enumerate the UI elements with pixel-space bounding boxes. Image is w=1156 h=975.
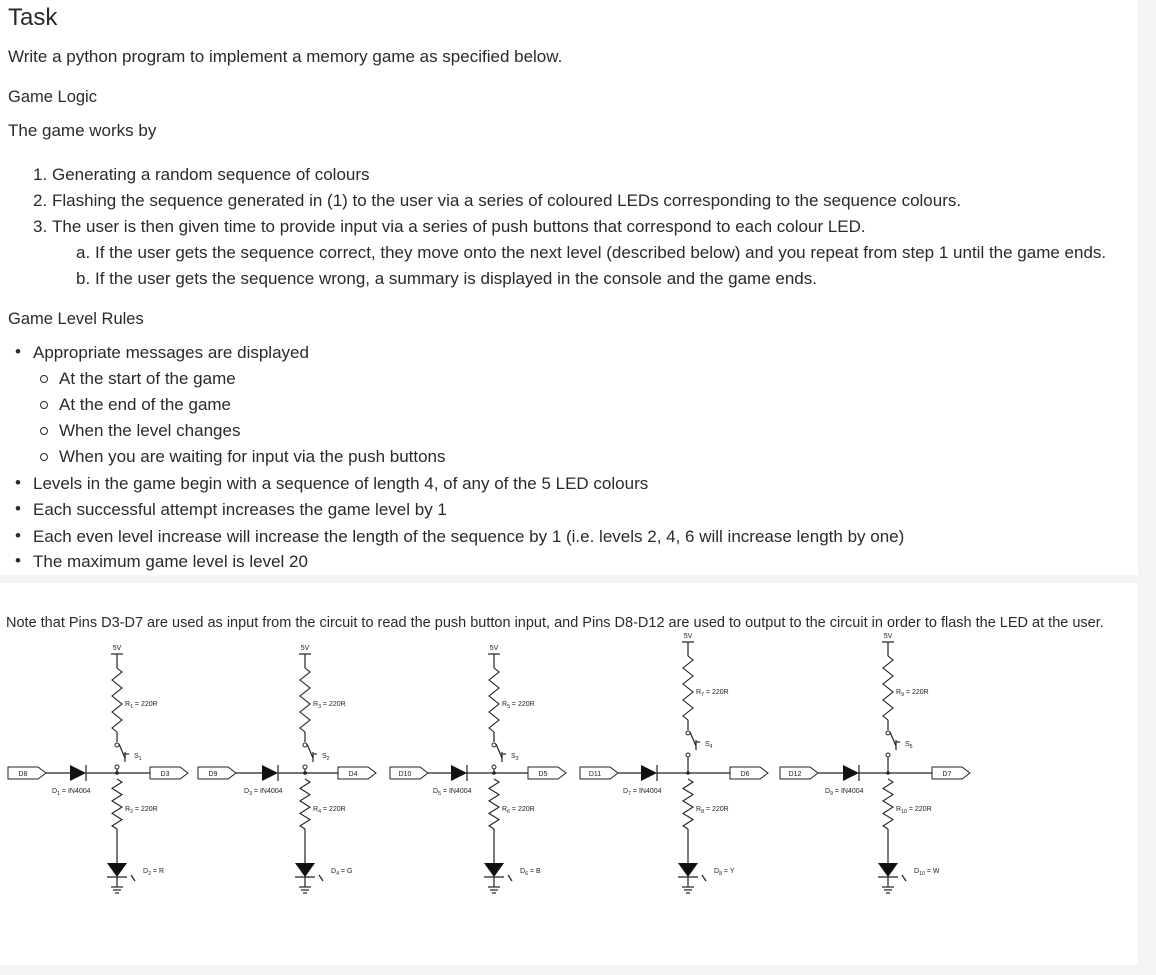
- output-pin-label: D11: [588, 771, 602, 778]
- resistor-icon: [489, 779, 499, 829]
- step-text: Flashing the sequence generated in (1) to the user via a series of coloured LEDs corresponding to the sequence colours.: [52, 191, 962, 210]
- circle-bullet-icon: [40, 375, 48, 383]
- step-number: 2.: [33, 191, 48, 210]
- supply-label: 5V: [883, 633, 893, 640]
- game-logic-lead: The game works by: [8, 121, 157, 140]
- page-margin-bottom: [0, 965, 1156, 975]
- diode-label: $D_9 = IN4004$: [825, 788, 864, 797]
- switch-contact-icon: [303, 743, 307, 747]
- junction-icon: [886, 771, 890, 775]
- resistor-label: $R_5 = 220R$: [502, 701, 535, 710]
- pin-note: Note that Pins D3-D7 are used as input from the circuit to read the push button input, and Pins D8-D12 are used to output to the circuit in order to flash the LED at the user.: [6, 614, 1104, 631]
- switch-lever-icon: [307, 744, 313, 758]
- resistor-label: $R_8 = 220R$: [696, 806, 729, 815]
- supply-label: 5V: [489, 645, 499, 652]
- section-gap: [0, 575, 1138, 583]
- page-title: Task: [8, 4, 58, 31]
- step-text: The user is then given time to provide input via a series of push buttons that correspond to each colour LED.: [52, 217, 866, 236]
- switch-label: $S_3$: [511, 753, 519, 762]
- switch-contact-icon: [886, 731, 890, 735]
- led-icon: [107, 863, 127, 877]
- led-light-icon: [508, 875, 512, 881]
- supply-label: 5V: [300, 645, 310, 652]
- diode-label: $D_5 = IN4004$: [433, 788, 472, 797]
- switch-label: $S_1$: [134, 753, 142, 762]
- resistor-icon: [489, 668, 499, 732]
- rule-item: Each successful attempt increases the game level by 1: [33, 500, 447, 519]
- led-icon: [484, 863, 504, 877]
- led-label: $D_8 = Y$: [714, 868, 735, 877]
- switch-contact-icon: [115, 765, 119, 769]
- game-logic-heading: Game Logic: [8, 88, 97, 106]
- switch-lever-icon: [690, 732, 696, 746]
- circle-bullet-icon: [40, 427, 48, 435]
- rule-item: Levels in the game begin with a sequence of length 4, of any of the 5 LED colours: [33, 474, 649, 493]
- rule-subitem: When you are waiting for input via the push buttons: [59, 447, 446, 466]
- resistor-label: $R_4 = 220R$: [313, 806, 346, 815]
- diode-icon: [262, 765, 278, 781]
- step-text: Generating a random sequence of colours: [52, 165, 370, 184]
- led-icon: [295, 863, 315, 877]
- led-light-icon: [902, 875, 906, 881]
- switch-lever-icon: [119, 744, 125, 758]
- led-label: $D_{10} = W$: [914, 868, 940, 877]
- rule-item: The maximum game level is level 20: [33, 552, 308, 571]
- input-pin-label: D4: [348, 771, 358, 778]
- bullet-icon: •: [15, 499, 21, 518]
- switch-contact-icon: [492, 765, 496, 769]
- input-pin-label: D6: [740, 771, 750, 778]
- led-icon: [678, 863, 698, 877]
- output-pin-label: D9: [208, 771, 218, 778]
- resistor-icon: [112, 668, 122, 732]
- bullet-icon: •: [15, 342, 21, 361]
- diode-icon: [843, 765, 859, 781]
- switch-contact-icon: [492, 743, 496, 747]
- supply-label: 5V: [112, 645, 122, 652]
- step-number: 3.: [33, 217, 48, 236]
- led-light-icon: [319, 875, 323, 881]
- diode-icon: [641, 765, 657, 781]
- resistor-label: $R_3 = 220R$: [313, 701, 346, 710]
- level-rules-heading: Game Level Rules: [8, 310, 144, 328]
- diode-label: $D_3 = IN4004$: [244, 788, 283, 797]
- intro-text: Write a python program to implement a memory game as specified below.: [8, 47, 563, 66]
- resistor-label: $R_6 = 220R$: [502, 806, 535, 815]
- switch-lever-icon: [496, 744, 502, 758]
- rule-subitem: At the end of the game: [59, 395, 232, 414]
- circuit-unit: [580, 633, 768, 893]
- substep-number: b.: [76, 269, 91, 288]
- resistor-label: $R_1 = 220R$: [125, 701, 158, 710]
- resistor-label: $R_7 = 220R$: [696, 689, 729, 698]
- resistor-label: $R_2 = 220R$: [125, 806, 158, 815]
- switch-contact-icon: [303, 765, 307, 769]
- output-pin-label: D12: [788, 771, 802, 778]
- resistor-icon: [112, 779, 122, 829]
- diode-icon: [70, 765, 86, 781]
- rule-item: Appropriate messages are displayed: [33, 343, 309, 362]
- page-margin-right: [1138, 0, 1156, 975]
- output-pin-label: D10: [398, 771, 412, 778]
- led-light-icon: [702, 875, 706, 881]
- switch-contact-icon: [886, 753, 890, 757]
- circle-bullet-icon: [40, 453, 48, 461]
- resistor-icon: [683, 656, 693, 720]
- switch-lever-icon: [890, 732, 896, 746]
- diode-label: $D_7 = IN4004$: [623, 788, 662, 797]
- junction-icon: [303, 771, 307, 775]
- led-light-icon: [131, 875, 135, 881]
- input-pin-label: D7: [942, 771, 952, 778]
- rule-subitem: When the level changes: [59, 421, 241, 440]
- substep-text: If the user gets the sequence wrong, a summary is displayed in the console and the game ends.: [95, 269, 817, 288]
- resistor-icon: [883, 779, 893, 829]
- led-icon: [878, 863, 898, 877]
- switch-label: $S_5$: [905, 741, 913, 750]
- supply-label: 5V: [683, 633, 693, 640]
- resistor-label: $R_9 = 220R$: [896, 689, 929, 698]
- circuit-unit: [198, 645, 376, 893]
- step-number: 1.: [33, 165, 48, 184]
- rule-subitem: At the start of the game: [59, 369, 236, 388]
- output-pin-label: D8: [18, 771, 28, 778]
- substep-text: If the user gets the sequence correct, they move onto the next level (described below) and you repeat from step 1 until the game ends.: [95, 243, 1107, 262]
- resistor-icon: [300, 668, 310, 732]
- switch-contact-icon: [115, 743, 119, 747]
- rule-item: Each even level increase will increase the length of the sequence by 1 (i.e. levels 2, 4, 6 will increase length by one): [33, 527, 905, 546]
- switch-label: $S_2$: [322, 753, 330, 762]
- bullet-icon: •: [15, 473, 21, 492]
- circuit-unit: [390, 645, 566, 893]
- resistor-label: $R_{10} = 220R$: [896, 806, 932, 815]
- circuit-diagram: [0, 630, 1138, 950]
- resistor-icon: [883, 656, 893, 720]
- junction-icon: [686, 771, 690, 775]
- junction-icon: [492, 771, 496, 775]
- junction-icon: [115, 771, 119, 775]
- input-pin-label: D3: [160, 771, 170, 778]
- bullet-icon: •: [15, 526, 21, 545]
- switch-contact-icon: [686, 753, 690, 757]
- diode-label: $D_1 = IN4004$: [52, 788, 91, 797]
- switch-label: $S_4$: [705, 741, 713, 750]
- circuit-unit: [780, 633, 970, 893]
- switch-contact-icon: [686, 731, 690, 735]
- substep-number: a.: [76, 243, 91, 262]
- diode-icon: [451, 765, 467, 781]
- led-label: $D_2 = R$: [143, 868, 165, 877]
- input-pin-label: D5: [538, 771, 548, 778]
- resistor-icon: [683, 779, 693, 829]
- led-label: $D_6 = B$: [520, 868, 541, 877]
- circle-bullet-icon: [40, 401, 48, 409]
- bullet-icon: •: [15, 551, 21, 570]
- circuit-unit: [8, 645, 188, 893]
- led-label: $D_4 = G$: [331, 868, 353, 877]
- resistor-icon: [300, 779, 310, 829]
